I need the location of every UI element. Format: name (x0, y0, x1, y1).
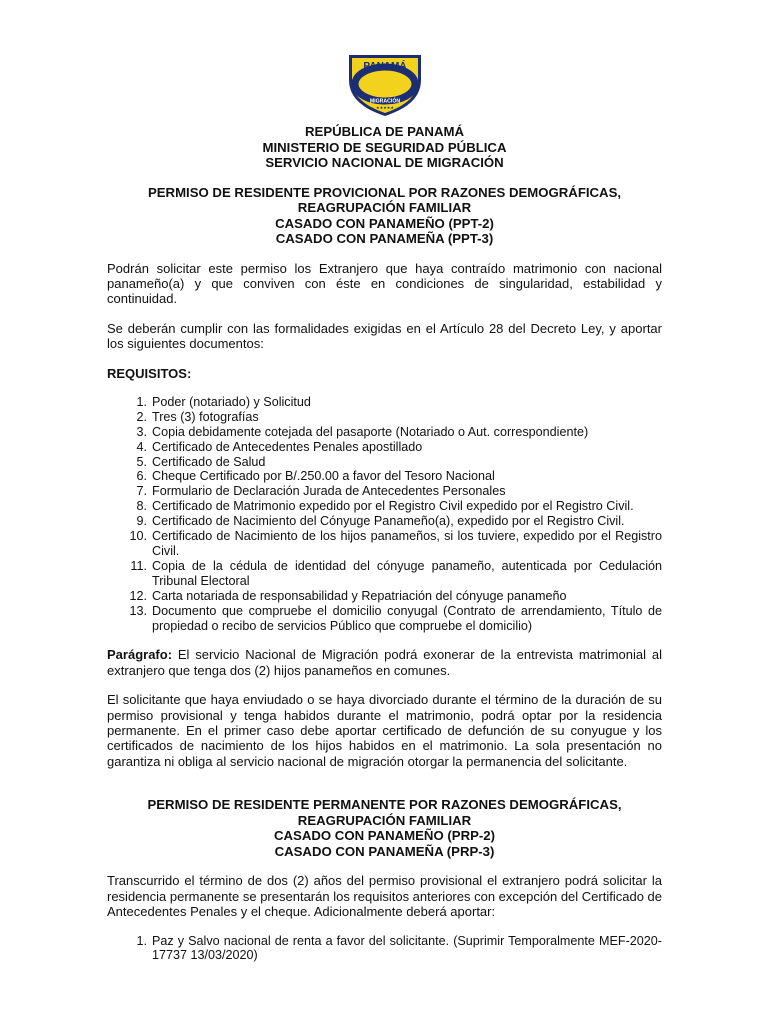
section1-title-line-1: PERMISO DE RESIDENTE PROVICIONAL POR RAZONES DEMOGRÁFICAS, (147, 184, 622, 200)
list-item: 1. Paz y Salvo nacional de renta a favor del solicitante. (Suprimir Temporalmente MEF-2020-17737 13/03/2020) (136, 933, 662, 963)
list-item: 12. Carta notariada de responsabilidad y Repatriación del cónyuge panameño (129, 588, 567, 603)
section2-intro: Transcurrido el término de dos (2) años del permiso provisional el extranjero podrá solicitar la residencia permanente se presentarán los requisitos anteriores con excepción del Certificado de Antecedentes Penales y el cheque. Adicionalmente deberá aportar: (107, 873, 662, 920)
paragraph-label: Parágrafo: (107, 647, 173, 663)
list-item: 1. Poder (notariado) y Solicitud (136, 394, 311, 409)
list-item: 5. Certificado de Salud (136, 454, 266, 469)
requirements-title: REQUISITOS: (107, 365, 192, 381)
section1-formalities: Se deberán cumplir con las formalidades exigidas en el Artículo 28 del Decreto Ley, y aportar los siguientes documentos: (107, 320, 662, 352)
section1-title-line-3: CASADO CON PANAMEÑO (PPT-2) (275, 215, 494, 231)
section2-requirements-list (107, 934, 662, 964)
logo-top-text: PANAMÁ (362, 61, 407, 72)
header-line-2: MINISTERIO DE SEGURIDAD PÚBLICA (262, 139, 507, 155)
section1-title-line-4: CASADO CON PANAMEÑA (PPT-3) (275, 231, 494, 246)
paragraph-note (107, 647, 662, 678)
list-item: 6. Cheque Certificado por B/.250.00 a favor del Tesoro Nacional (136, 469, 495, 484)
list-item: 7. Formulario de Declaración Jurada de Antecedentes Personales (136, 484, 506, 499)
svg-text:★★★★★: ★★★★★ (375, 105, 394, 110)
section2 (107, 797, 662, 963)
section1-title-line-2: REAGRUPACIÓN FAMILIAR (297, 200, 472, 215)
list-item: 13. Documento que compruebe el domicilio conyugal (Contrato de arrendamiento, Título de propiedad o recibo de servicios Público que compruebe el domicilio) (129, 603, 662, 633)
header-line-3: SERVICIO NACIONAL DE MIGRACIÓN (265, 155, 504, 170)
paragraph-text: El servicio Nacional de Migración podrá exonerar de la entrevista matrimonial al extranjero que tenga dos (2) hijos panameños en comunes. (107, 647, 662, 678)
list-item: 3. Copia debidamente cotejada del pasaporte (Notariado o Aut. correspondiente) (136, 424, 589, 439)
requirements-list (107, 395, 662, 634)
list-item: 4. Certificado de Antecedentes Penales apostillado (136, 439, 423, 454)
list-item: 2. Tres (3) fotografías (136, 409, 259, 424)
section2-title-line-2: REAGRUPACIÓN FAMILIAR (297, 812, 472, 828)
list-item: 11. Copia de la cédula de identidad del cónyuge panameño, autenticada por Cedulación Tribunal Electoral (130, 558, 662, 588)
section2-title-line-3: CASADO CON PANAMEÑO (PRP-2) (273, 828, 496, 844)
document-page (107, 52, 662, 977)
header-line-1: REPÚBLICA DE PANAMÁ (305, 124, 464, 139)
list-item: 10. Certificado de Nacimiento de los hijos panameños, si los tuviere, expedido por el Registro Civil. (129, 529, 662, 558)
divorce-note: El solicitante que haya enviudado o se haya divorciado durante el término de la duración de su permiso provisional y tenga habidos durante el matrimonio, podrá optar por la residencia permanente. En el primer caso debe aportar certificado de defunción de su conyugue y los certificados de nacimiento de los hijos habidos en el matrimonio. La sola presentación no garantiza ni obliga al servicio nacional de migración otorgar la permanencia del solicitante. (107, 692, 662, 769)
panama-migracion-shield-icon (345, 52, 425, 118)
section1-intro: Podrán solicitar este permiso los Extranjero que haya contraído matrimonio con nacional panameño(a) y que conviven con éste en condiciones de singularidad, estabilidad y continuidad. (107, 260, 662, 307)
list-item: 9. Certificado de Nacimiento del Cónyuge Panameño(a), expedido por el Registro Civil. (136, 514, 625, 529)
section2-title-line-4: CASADO CON PANAMEÑA (PRP-3) (274, 843, 495, 859)
section2-title-line-1: PERMISO DE RESIDENTE PERMANENTE POR RAZONES DEMOGRÁFICAS, (147, 797, 622, 813)
logo-bottom-text: MIGRACIÓN (369, 98, 400, 105)
list-item: 8. Certificado de Matrimonio expedido por el Registro Civil expedido por el Registro Civil. (136, 499, 634, 514)
